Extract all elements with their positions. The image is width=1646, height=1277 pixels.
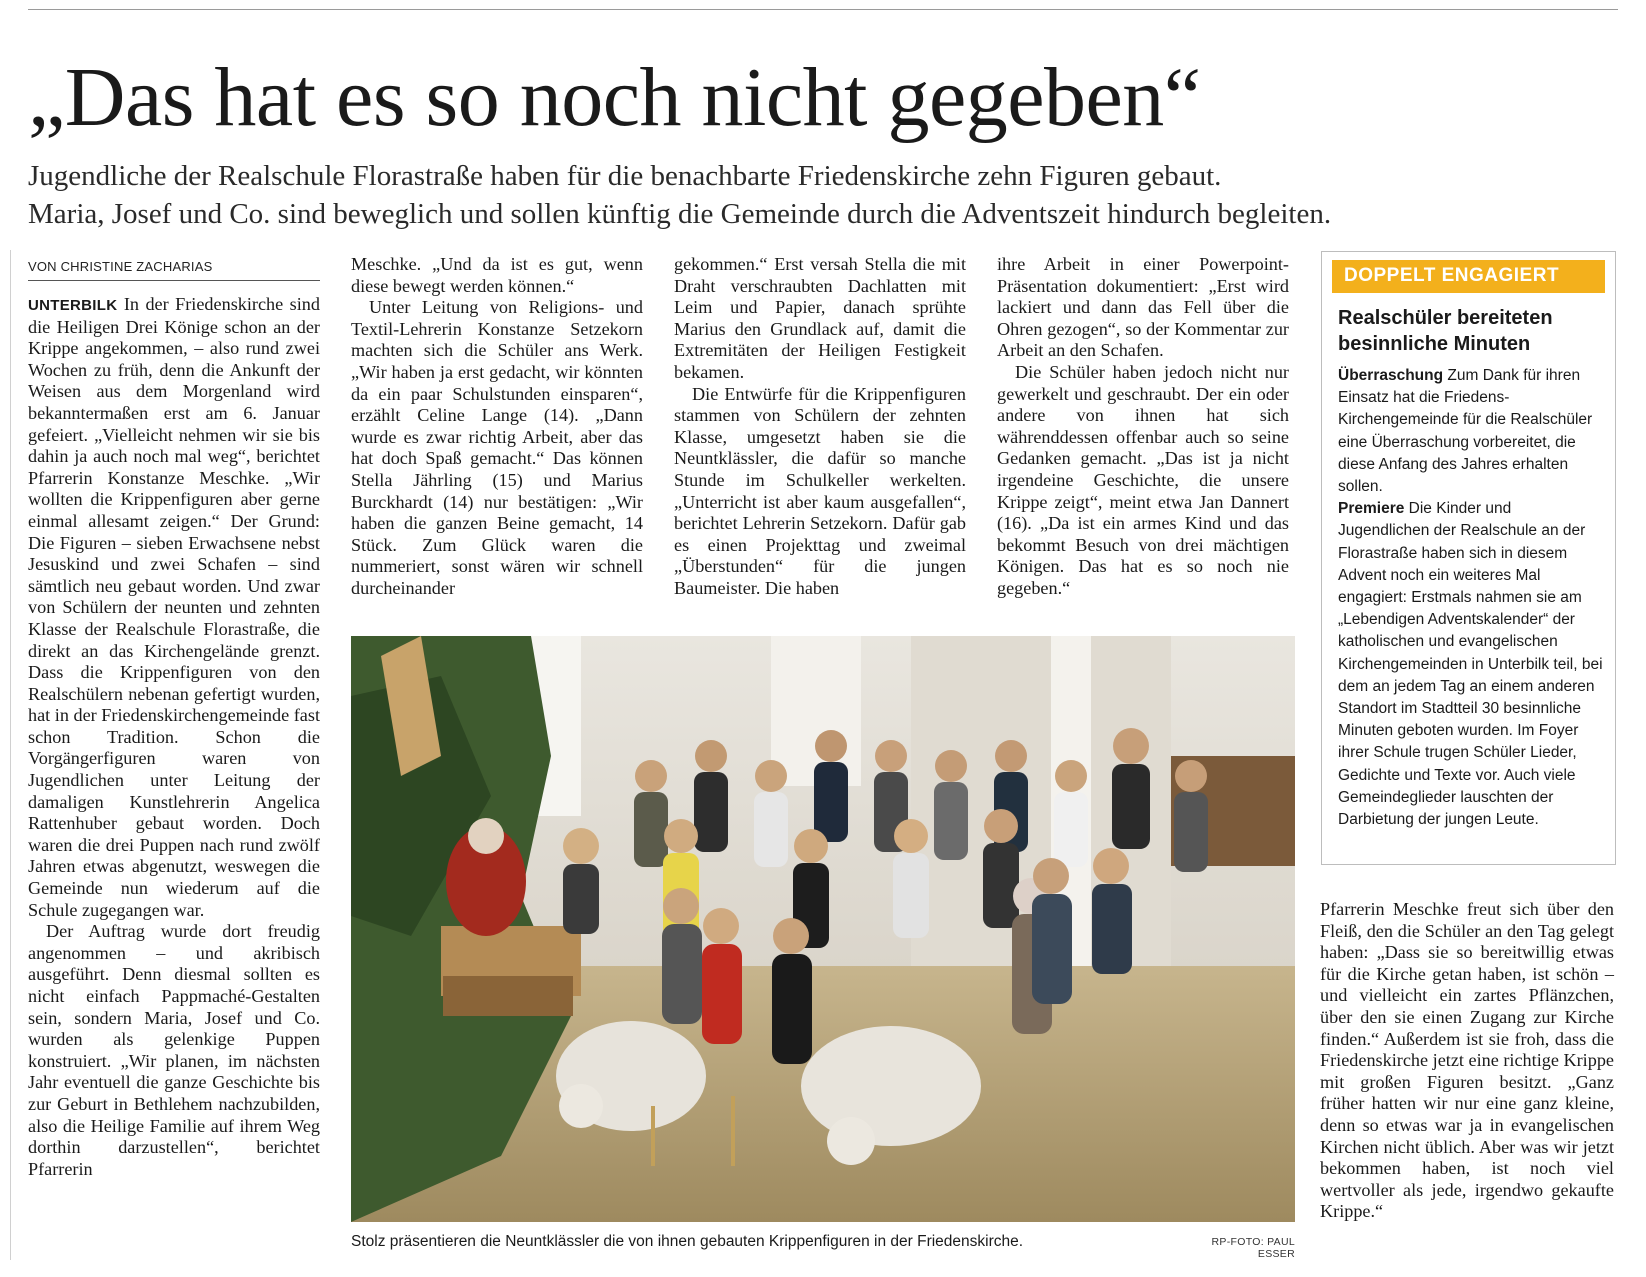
article-column-5 bbox=[1320, 899, 1614, 1223]
paragraph-text: In der Friedenskirche sind die Heiligen Drei Könige schon an der Krippe angekommen, – also rund zwei Wochen zu früh, denn die Ankunft der Weisen aus dem Morgenland wird bekanntermaßen erst am 6. Januar gefeiert. „Vielleicht nehmen wir sie bis dahin ja auch noch mal weg“, berichtet Pfarrerin Konstanze Meschke. „Wir wollten die Krippenfiguren aber gerne einmal allesamt zeigen.“ Der Grund: Die Figuren – sieben Erwachsene nebst Jesuskind und zwei Schafen – sind sämtlich neu gebaut worden. Und zwar von Schülern der neunten und zehnten Klasse der Realschule Florastraße, die direkt an das Kirchengelände grenzt. Dass die Krippenfiguren von den Realschülern nebenan gefertigt wurden, hat in der Friedenskirchengemeinde fast schon Tradition. Schon die Vorgängerfiguren waren von Jugendlichen unter Leitung der damaligen Kunstlehrerin Angelica Rattenhuber gebaut worden. Doch waren die drei Puppen nach rund zwölf Jahren etwas abgenutzt, weswegen die Gemeinde nun wiederum auf die Schule zugegangen war. bbox=[28, 294, 320, 920]
info-box-title: Realschüler bereiteten besinnliche Minuten bbox=[1338, 307, 1553, 355]
paragraph: gekommen.“ Erst versah Stella die mit Draht verschraubten Dachlatten mit Leim und Papier, danach sprühte Marius den Grundlack auf, damit die Extremitäten der Heiligen Festigkeit bekamen. bbox=[674, 254, 966, 382]
article-column-4 bbox=[997, 254, 1289, 600]
top-rule bbox=[28, 9, 1618, 10]
article-column-3 bbox=[674, 254, 966, 600]
info-box-paragraph bbox=[1338, 498, 1605, 831]
photo-credit: RP-FOTO: PAUL ESSER bbox=[1211, 1236, 1295, 1260]
subheadline-line-2: Maria, Josef und Co. sind beweglich und sollen künftig die Gemeinde durch die Adventszeit hindurch begleiten. bbox=[28, 198, 1332, 230]
paragraph: Unter Leitung von Religions- und Textil-Lehrerin Konstanze Setzekorn machten sich die Schüler ans Werk. „Wir haben ja erst gedacht, wir könnten da ein paar Schulstunden einsparen“, erzählt Celine Lange (14). „Dann wurde es zwar richtig Arbeit, aber das hat doch Spaß gemacht.“ Das können Stella Jährling (15) und Marius Burckhardt (14) nur bestätigen: „Wir haben die ganzen Beine gemacht, 14 Stück. Zum Glück waren die nummeriert, sonst wären wir schnell durcheinander bbox=[351, 297, 643, 598]
info-box-lead: Überraschung bbox=[1338, 367, 1444, 384]
info-box bbox=[1321, 251, 1616, 865]
byline: VON CHRISTINE ZACHARIAS bbox=[28, 259, 320, 281]
paragraph: ihre Arbeit in einer Powerpoint-Präsentation dokumentiert: „Erst wird lackiert und dann das Fell über die Ohren gezogen“, so der Kommentar zur Arbeit an den Schafen. bbox=[997, 254, 1289, 361]
paragraph: Pfarrerin Meschke freut sich über den Fleiß, den die Schüler an den Tag gelegt haben: „Dass sie so bereitwillig etwas für die Kirche getan haben, ist schön – und vielleicht ein zartes Pflänzchen, über den sie einen Zugang zur Kirche finden.“ Außerdem ist sie froh, dass die Friedenskirche jetzt eine richtige Krippe mit großen Figuren besitzt. „Ganz früher hatten wir nur eine ganz kleine, denn so etwas war ja in evangelischen Kirchen nicht üblich. Aber was wir jetzt bekommen haben, ist noch viel wertvoller als jede, irgendwo gekaufte Krippe.“ bbox=[1320, 899, 1614, 1222]
paragraph: Meschke. „Und da ist es gut, wenn diese bewegt werden können.“ bbox=[351, 254, 643, 296]
info-box-paragraph bbox=[1338, 365, 1605, 498]
paragraph: Der Auftrag wurde dort freudig angenommen – und akribisch ausgeführt. Denn diesmal sollten es nicht einfach Pappmaché-Gestalten sein, sondern Maria, Josef und Co. wurden als gelenkige Puppen konstruiert. „Wir planen, im nächsten Jahr eventuell die ganze Geschichte bis zur Geburt in Bethlehem nachzubilden, also die Heilige Familie auf ihrem Weg dorthin darzustellen“, berichtet Pfarrerin bbox=[28, 921, 320, 1179]
paragraph: Die Entwürfe für die Krippenfiguren stammen von Schülern der zehnten Klasse, umgesetzt haben sie die Neuntklässler, die dafür so manche Stunde im Schulkeller werkelten. „Unterricht ist aber kaum ausgefallen“, berichtet Lehrerin Setzekorn. Dafür gab es einen Projekttag und zweimal „Überstunden“ für die jungen Baumeister. Die haben bbox=[674, 383, 966, 598]
dateline: UNTERBILK bbox=[28, 297, 118, 314]
article-column-2 bbox=[351, 254, 643, 600]
info-box-tag: DOPPELT ENGAGIERT bbox=[1332, 260, 1605, 293]
page-edge-rule bbox=[10, 250, 11, 1260]
info-box-lead: Premiere bbox=[1338, 500, 1405, 518]
paragraph: Die Schüler haben jedoch nicht nur gewerkelt und geschraubt. Der ein oder andere von ihnen hat sich währenddessen offenbar auch so seine Gedanken gemacht. „Das ist ja nicht irgendeine Geschichte, die unsere Krippe zeigt“, meint etwa Jan Dannert (16). „Da ist ein armes Kind und das bekommt Besuch von drei mächtigen Königen. Das hat es so noch nie gegeben.“ bbox=[997, 361, 1289, 598]
headline: „Das hat es so noch nicht gegeben“ bbox=[28, 51, 1201, 144]
subheadline-line-1: Jugendliche der Realschule Florastraße haben für die benachbarte Friedenskirche zehn Figuren gebaut. bbox=[28, 160, 1222, 192]
info-box-text: Die Kinder und Jugendlichen der Realschule an der Florastraße haben sich in diesem Advent noch ein weiteres Mal engagiert: Erstmals nahmen sie am „Lebendigen Adventskalender“ der katholischen und evangelischen Kirchengemeinden in Unterbilk teil, bei dem an jedem Tag an einem anderen Standort im Stadtteil 30 besinnliche Minuten geboten wurden. Im Foyer ihrer Schule trugen Schüler Lieder, Gedichte und Texte vor. Auch viele Gemeindeglieder lauschten der Darbietung der jungen Leute. bbox=[1338, 500, 1603, 829]
subheadline bbox=[28, 157, 1618, 233]
article-column-1 bbox=[28, 294, 320, 1180]
info-box-text: Zum Dank für ihren Einsatz hat die Friedens-Kirchengemeinde für die Realschüler eine Überraschung vorbereitet, die diese Anfang des Jahres erhalten sollen. bbox=[1338, 367, 1593, 496]
photo-caption: Stolz präsentieren die Neuntklässler die von ihnen gebauten Krippenfiguren in der Friedenskirche. bbox=[351, 1233, 1024, 1250]
paragraph bbox=[28, 294, 320, 921]
photo-illustration bbox=[351, 636, 1295, 1222]
article-photo bbox=[351, 636, 1295, 1222]
